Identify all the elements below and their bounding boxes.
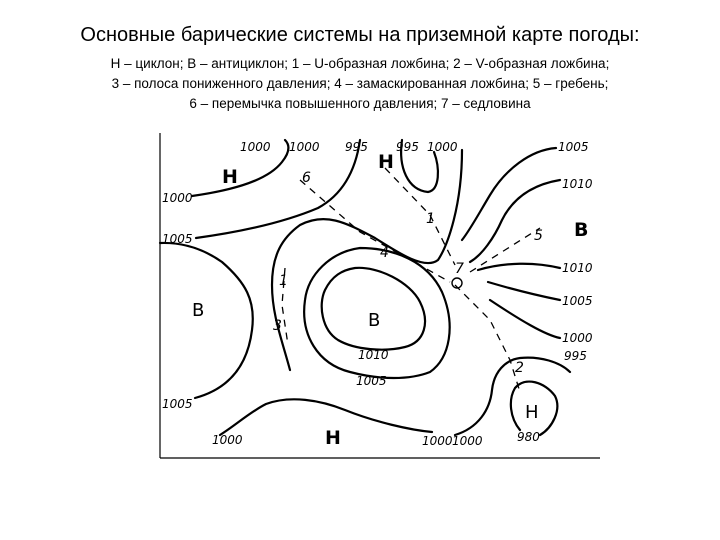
isobar-label: 1005 [562,294,593,308]
isobar-label: 1000 [289,140,320,154]
feature-number: 2 [515,360,524,376]
isobar-label: 1005 [162,232,193,246]
isobar-label: 1000 [212,433,243,447]
feature-number: 3 [273,318,282,334]
isobar-label: 1000 [422,434,453,448]
isobar-label: 1010 [562,261,593,275]
feature-number: 5 [534,228,543,244]
system-high: В [368,310,381,331]
feature-number: 6 [302,170,311,186]
system-low: Н [325,427,341,449]
isobar-1005-left [196,140,360,238]
isobar-label: 1005 [162,397,193,411]
isobar-1000-trough [272,150,462,370]
isobar-label: 995 [396,140,419,154]
feature-number: 7 [455,261,464,277]
isobar-label: 1005 [356,374,387,388]
system-low: Н [378,151,394,173]
isobar-1010-ridge [470,180,560,262]
isobar-label: 995 [345,140,368,154]
caption-line-1: Н – циклон; В – антициклон; 1 – U-образная ложбина; 2 – V-образная ложбина; [110,56,610,71]
feature-number: 1 [426,211,435,227]
system-low: Н [222,166,238,188]
isobar-label: 1000 [452,434,483,448]
isobar-1005-left-high [160,243,253,398]
isobar-label: 1000 [162,191,193,205]
isobar-label: 1005 [558,140,589,154]
isobar-label: 1000 [240,140,271,154]
isobar-1005-right-mid [488,282,560,300]
isobar-label: 1000 [562,331,593,345]
system-high: В [574,219,589,241]
isobar-1000-right [490,300,560,338]
caption-line-3: 6 – перемычка повышенного давления; 7 – седловина [189,96,531,111]
isobar-label: 1010 [562,177,593,191]
isobar-label: 1000 [427,140,458,154]
isobar-1005-ridge [462,148,556,240]
feature-number: 1 [279,273,288,289]
system-high: В [192,300,205,321]
isobar-label: 980 [517,430,540,444]
caption-line-2: 3 – полоса пониженного давления; 4 – замаскированная ложбина; 5 – гребень; [111,76,609,91]
isobar-1010-center [322,268,425,350]
feature-number: 4 [380,245,389,261]
isobar-label: 995 [564,349,587,363]
isobar-1010-right-mid [478,264,560,270]
system-low: Н [525,402,539,423]
page-title: Основные барические системы на приземной карте погоды: [80,24,640,46]
isobar-label: 1010 [358,348,389,362]
axis-trough-2 [455,285,520,392]
